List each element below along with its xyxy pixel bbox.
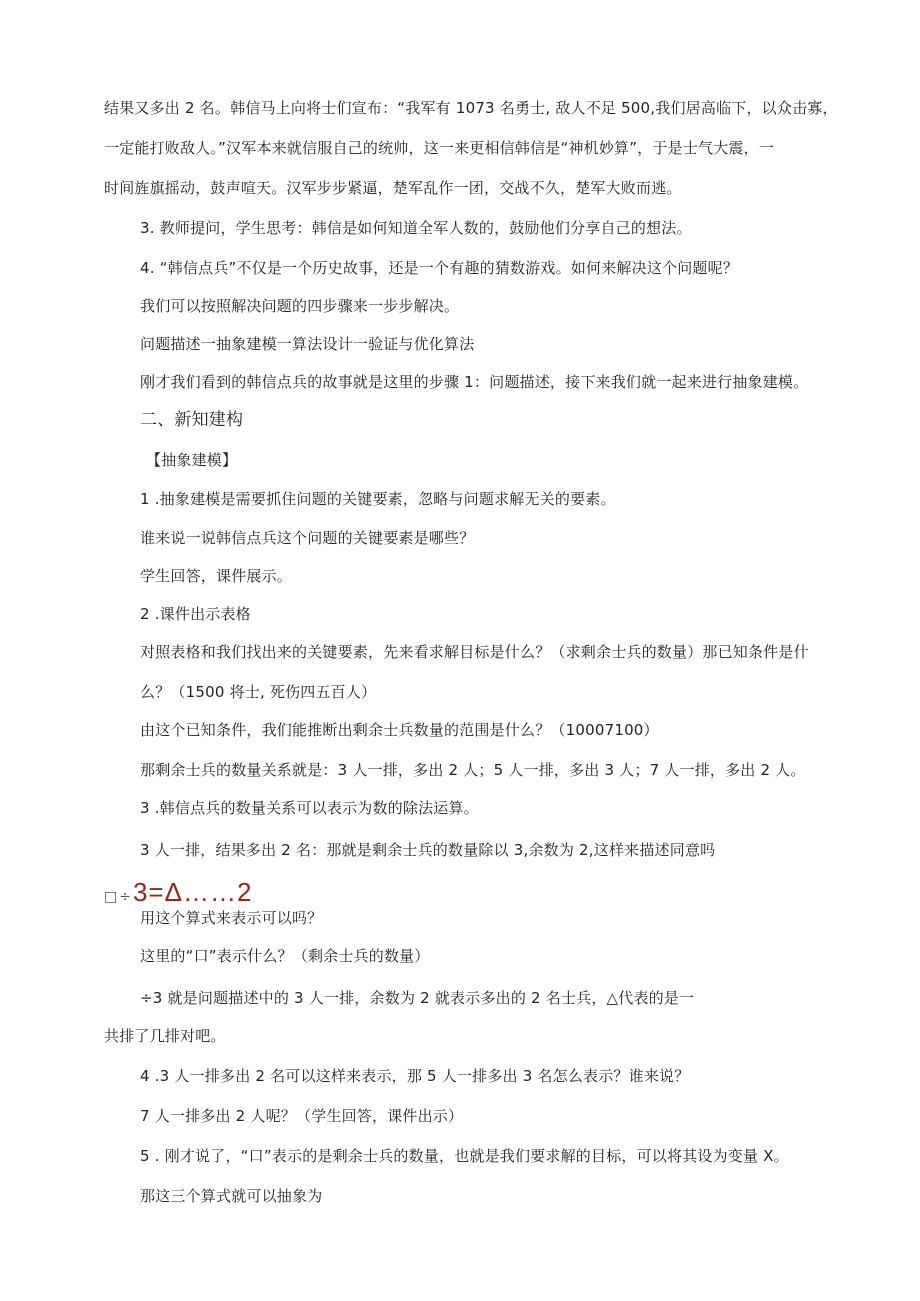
list-item-2-show-table: 2 .课件出示表格 — [140, 605, 251, 623]
list-item-4-five-per-row: 4 .3 人一排多出 2 名可以这样来表示，那 5 人一排多出 3 名怎么表示？谁来说？ — [140, 1067, 690, 1085]
paragraph-relations: 那剩余士兵的数量关系就是：3 人一排，多出 2 人；5 人一排，多出 3 人；7 人一排，多出 2 人。 — [140, 761, 806, 779]
paragraph-explanation-2: 共排了几排对吧。 — [104, 1027, 226, 1045]
paragraph-box-meaning: 这里的“口”表示什么？（剩余士兵的数量） — [140, 947, 430, 965]
paragraph-four-steps: 我们可以按照解决问题的四步骤来一步步解决。 — [140, 297, 460, 315]
paragraph-three-per-row: 3 人一排，结果多出 2 名：那就是剩余士兵的数量除以 3,余数为 2,这样来描述同意吗 — [140, 841, 716, 859]
list-item-5-variable-x: 5 . 刚才说了，“口”表示的是剩余士兵的数量，也就是我们要求解的目标，可以将其设为变量 X。 — [140, 1147, 789, 1165]
division-formula — [104, 878, 252, 911]
paragraph-goal-1: 对照表格和我们找出来的关键要素，先来看求解目标是什么？（求剩余士兵的数量）那已知条件是什 — [140, 643, 809, 661]
paragraph-story-3: 时间旌旗摇动，鼓声喧天。汉军步步紧逼，楚军乱作一团，交战不久，楚军大败而逃。 — [104, 179, 682, 197]
paragraph-student-answer: 学生回答，课件展示。 — [140, 567, 293, 585]
formula-expression: 3=Δ……2 — [132, 877, 253, 907]
paragraph-story-1: 结果又多出 2 名。韩信马上向将士们宣布：“我军有 1073 名勇士, 敌人不足 500,我们居高临下，以众击寡， — [104, 99, 838, 117]
list-item-1-abstract-modeling: 1 .抽象建模是需要抓住问题的关键要素，忽略与问题求解无关的要素。 — [140, 490, 616, 508]
list-item-3-division: 3 .韩信点兵的数量关系可以表示为数的除法运算。 — [140, 799, 479, 817]
paragraph-key-elements-question: 谁来说一说韩信点兵这个问题的关键要素是哪些？ — [140, 529, 475, 547]
paragraph-formula-question: 用这个算式来表示可以吗？ — [140, 909, 323, 927]
paragraph-goal-2: 么？（1500 将士, 死伤四五百人） — [140, 683, 377, 701]
subheading-abstract-modeling: 【抽象建模】 — [146, 451, 238, 469]
paragraph-explanation-1: ÷3 就是问题描述中的 3 人一排，余数为 2 就表示多出的 2 名士兵，△代表的是一 — [140, 989, 695, 1007]
paragraph-step-flow: 问题描述一抽象建模一算法设计一验证与优化算法 — [140, 335, 475, 353]
paragraph-seven-per-row: 7 人一排多出 2 人呢？（学生回答，课件出示） — [140, 1107, 464, 1125]
paragraph-abstraction: 那这三个算式就可以抽象为 — [140, 1187, 323, 1205]
paragraph-step-1: 刚才我们看到的韩信点兵的故事就是这里的步骤 1：问题描述，接下来我们就一起来进行抽象建模。 — [140, 373, 809, 391]
section-heading-new-knowledge: 二、新知建构 — [140, 410, 244, 430]
list-item-4-guessing-game: 4. “韩信点兵”不仅是一个历史故事，还是一个有趣的猜数游戏。如何来解决这个问题呢？ — [140, 259, 739, 277]
square-box-icon: □ — [104, 889, 118, 905]
paragraph-story-2: 一定能打败敌人。”汉军本来就信服自己的统帅，这一来更相信韩信是“神机妙算”，于是士气大震，一 — [104, 139, 775, 157]
paragraph-range: 由这个已知条件，我们能推断出剩余士兵数量的范围是什么？（10007100） — [140, 721, 659, 739]
divide-sign: ÷ — [119, 889, 131, 905]
list-item-3-teacher-question: 3. 教师提问，学生思考：韩信是如何知道全军人数的，鼓励他们分享自己的想法。 — [140, 219, 692, 237]
